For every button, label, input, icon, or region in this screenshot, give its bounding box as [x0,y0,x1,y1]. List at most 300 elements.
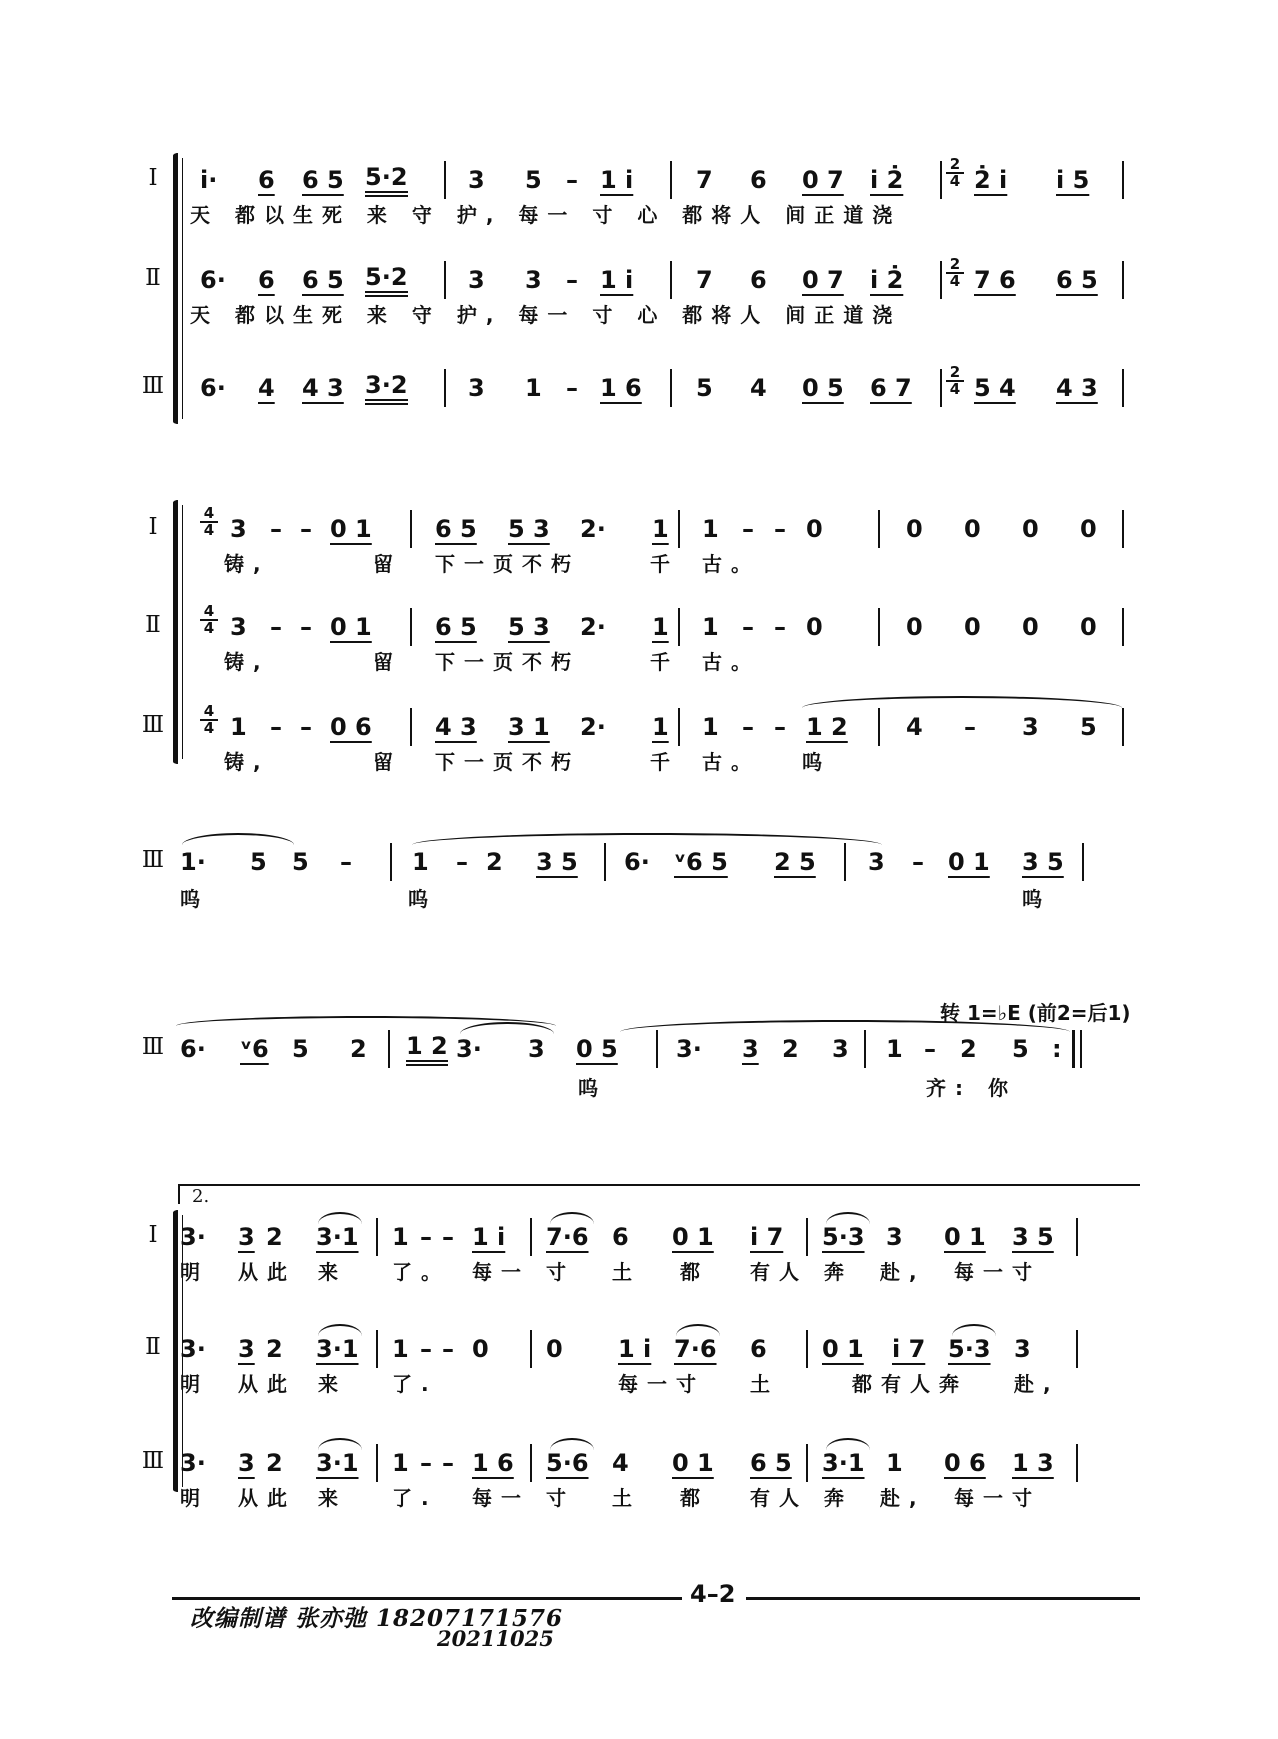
note: 4 [750,374,767,402]
note: 1 3 [1012,1449,1054,1477]
lyric: 从此 [238,1486,296,1510]
time-signature-4-4: 4 4 [200,604,218,636]
note: 2̇ i [974,166,1008,194]
note: 5 3 [508,515,550,543]
note: 3 [230,515,247,543]
note: 3·1 [316,1449,359,1477]
note: – [566,166,578,194]
note: 3 5 [1022,848,1064,876]
lyric: 留 [373,750,402,774]
note: 1 [652,713,669,741]
note: 3 [1022,713,1039,741]
note: 3 [230,613,247,641]
note: 5 [696,374,713,402]
system-5 [140,1208,1150,1508]
note: 6 5 [1056,266,1098,294]
lyric: 土 [750,1372,779,1396]
part-label-1: Ⅰ [148,514,158,540]
lyric: 千 [650,552,679,576]
barline [1122,261,1124,299]
barline [530,1330,532,1368]
note: 0 [1022,613,1039,641]
note: i 5 [1056,166,1090,194]
note: 1 [392,1223,409,1251]
time-signature-4-4: 4 4 [200,506,218,538]
lyric: 千 [650,750,679,774]
lyric: 每一寸 [954,1486,1041,1510]
note: 0 [472,1335,489,1363]
barline [444,161,446,199]
note: i 7 [750,1223,784,1251]
lyric: 了。 [392,1260,450,1284]
lyrics-part-1 [190,201,1150,229]
note: – [774,713,786,741]
staff-part-2 [190,255,1150,297]
note: – [742,515,754,543]
note: 5 [292,848,309,876]
barline [670,369,672,407]
note: 6 [258,266,275,294]
lyrics-part-3 [180,1074,1150,1102]
note: 2 [782,1035,799,1063]
lyric: 从此 [238,1372,296,1396]
note: 1 [525,374,542,402]
volta-bracket [178,1184,1140,1186]
note: i· [200,166,218,194]
note: 3 [238,1223,255,1251]
note: 0 1 [944,1223,986,1251]
note: 6 5 [435,515,477,543]
note: 4 3 [435,713,477,741]
note: i 7 [892,1335,926,1363]
note: – [924,1035,936,1063]
note: 0 [964,613,981,641]
lyric: 下一页不朽 [435,552,580,576]
lyric: 铸, [224,552,270,576]
barline [878,510,880,548]
note: 6 [750,1335,767,1363]
lyric: 土 [612,1486,641,1510]
note: – [420,1449,432,1477]
note: – [912,848,924,876]
lyric: 明 [180,1486,209,1510]
note: 6 [612,1223,629,1251]
barline [864,1030,866,1068]
note: 0 [1022,515,1039,543]
slur [802,696,1122,708]
note: – [442,1223,454,1251]
lyric: 铸, [224,650,270,674]
note: 6 5 [302,166,344,194]
note: 0 5 [576,1035,618,1063]
lyric: 来 [318,1486,347,1510]
lyrics-part-2 [190,301,1150,329]
lyric: 每一寸 [618,1372,705,1396]
note: 7 6 [974,266,1016,294]
barline [1076,1444,1078,1482]
final-barline [1072,1030,1075,1068]
barline [656,1030,658,1068]
note: – [442,1335,454,1363]
note: 0 5 [802,374,844,402]
lyric: 赴, [1014,1372,1060,1396]
footer-rule-right [746,1597,1140,1600]
note: – [964,713,976,741]
note: 6 5 [750,1449,792,1477]
note: – [300,713,312,741]
lyric: 呜 [180,887,209,911]
system-bracket [173,500,178,764]
note: 2 [266,1223,283,1251]
note: 3 [525,266,542,294]
time-signature-2-4: 2 4 [946,257,964,289]
note: 1 [392,1449,409,1477]
barline [376,1444,378,1482]
note: 2 [486,848,503,876]
note: 5 [292,1035,309,1063]
page-number: 4–2 [690,1580,736,1608]
barline [410,608,412,646]
note: 0 [806,613,823,641]
note: 2· [580,713,606,741]
lyric: 来 [318,1372,347,1396]
barline [670,161,672,199]
barline [388,1030,390,1068]
lyrics-part-3 [180,1484,1150,1512]
note: 1 6 [472,1449,514,1477]
note: – [300,515,312,543]
part-label-3: Ⅲ [141,847,165,873]
lyric: 有人 [750,1486,808,1510]
note: 3· [180,1223,206,1251]
lyric: 都 [680,1260,709,1284]
lyrics-part-2 [190,648,1150,676]
part-label-3: Ⅲ [141,1448,165,1474]
note: ᵛ6 [240,1035,269,1063]
note: 1 [702,613,719,641]
note: 2 [266,1335,283,1363]
note: 5·3 [822,1223,865,1251]
note: 3 [528,1035,545,1063]
note: 0 1 [330,515,372,543]
lyrics-part-3 [180,885,1150,913]
note: 6 5 [302,266,344,294]
note: 4 3 [302,374,344,402]
note: 6· [624,848,650,876]
lyric: 呜 [1022,887,1051,911]
note: 1 [392,1335,409,1363]
note: – [300,613,312,641]
lyric: 寸 [546,1486,575,1510]
note: 3· [180,1449,206,1477]
note: 3 [832,1035,849,1063]
note: 2· [580,515,606,543]
note: 6 5 [435,613,477,641]
lyric: 齐: 你 [926,1076,1017,1100]
staff-part-3 [180,1446,1150,1480]
note: 0 1 [330,613,372,641]
note: 3· [676,1035,702,1063]
note: 3 5 [536,848,578,876]
staff-part-3 [180,845,1150,879]
repeat-sign: : [1052,1035,1062,1063]
arrangement-date: 20211025 [437,1626,554,1651]
note: 1 i [618,1335,652,1363]
barline [444,369,446,407]
note: – [340,848,352,876]
note: 1 [230,713,247,741]
lyric: 下一页不朽 [435,650,580,674]
barline [1122,708,1124,746]
note: 3 [1014,1335,1031,1363]
lyrics-part-3 [190,748,1150,776]
lyric-line: 天 都以生死 来 守 护, 每一 寸 心 都将人 间正道浇 [190,303,902,327]
note: 6· [200,266,226,294]
lyric: 奔 [824,1260,853,1284]
note: 2 5 [774,848,816,876]
note: 3 [468,166,485,194]
lyric: 呜 [578,1076,607,1100]
system-1 [140,145,1150,425]
note: 2 [960,1035,977,1063]
note: 3 [868,848,885,876]
note: 7·6 [674,1335,717,1363]
lyric: 古。 [702,650,760,674]
barline [410,510,412,548]
note: 3 [238,1335,255,1363]
lyric: 每一 [472,1486,530,1510]
barline [878,608,880,646]
part-label-1: Ⅰ [148,1222,158,1248]
note: 4 [906,713,923,741]
barline [670,261,672,299]
note: 3 5 [1012,1223,1054,1251]
barline [604,843,606,881]
note: 3 [742,1035,759,1063]
part-label-2: Ⅱ [145,612,161,638]
note: 3 [468,266,485,294]
note: 5 4 [974,374,1016,402]
lyric: 呜 [408,887,437,911]
note: – [566,266,578,294]
note: 3 [238,1449,255,1477]
time-signature-4-4: 4 4 [200,704,218,736]
key-change-annotation: 转 1=♭E (前2=后1) [940,1001,1131,1025]
lyrics-part-2 [180,1370,1150,1398]
system-3 [140,845,1150,925]
lyric-line: 天 都以生死 来 守 护, 每一 寸 心 都将人 间正道浇 [190,203,902,227]
note: 3· [456,1035,482,1063]
note: ᵛ6 5 [674,848,728,876]
note: 5·2 [365,163,408,197]
note: 3·1 [316,1335,359,1363]
barline [940,369,942,407]
arranger-credit: 改编制谱 张亦弛 18207171576 [190,1605,564,1632]
note: 3·1 [822,1449,865,1477]
barline [1076,1330,1078,1368]
part-label-3: Ⅲ [141,373,165,399]
barline [806,1444,808,1482]
lyric: 呜 [802,750,831,774]
note: 0 6 [330,713,372,741]
slur [182,833,294,845]
lyric: 都 [680,1486,709,1510]
barline [530,1218,532,1256]
barline [878,708,880,746]
note: 5 [1080,713,1097,741]
note: 4 [258,374,275,402]
note: 6· [200,374,226,402]
note: 7·6 [546,1223,589,1251]
barline [1082,843,1084,881]
lyric: 奔 [824,1486,853,1510]
note: 3 [886,1223,903,1251]
note: 1 [702,713,719,741]
note: 5 [1012,1035,1029,1063]
note: – [742,713,754,741]
part-label-2: Ⅱ [145,1334,161,1360]
barline [390,843,392,881]
note: – [566,374,578,402]
staff-part-1 [190,504,1150,546]
note: 0 [1080,613,1097,641]
note: 5 [250,848,267,876]
note: 0 [806,515,823,543]
note: 5·3 [948,1335,991,1363]
note: 6 7 [870,374,912,402]
lyric: 从此 [238,1260,296,1284]
lyric: 古。 [702,750,760,774]
lyrics-part-1 [190,550,1150,578]
lyric: 千 [650,650,679,674]
note: 1 i [600,266,634,294]
note: 2 [350,1035,367,1063]
barline [1122,369,1124,407]
lyric: 了. [392,1486,438,1510]
note: 1 i [600,166,634,194]
note: 6· [180,1035,206,1063]
lyric: 古。 [702,552,760,576]
note: 0 [906,613,923,641]
note: 4 3 [1056,374,1098,402]
note: 1 i [472,1223,506,1251]
staff-part-2 [180,1332,1150,1366]
note: 1 2 [406,1032,448,1066]
note: 5 [525,166,542,194]
note: – [442,1449,454,1477]
system-bracket [173,153,178,424]
staff-part-1 [190,155,1150,197]
part-label-3: Ⅲ [141,1034,165,1060]
note: 0 [964,515,981,543]
note: 4 [612,1449,629,1477]
system-4 [140,1032,1150,1112]
note: 2 [266,1449,283,1477]
barline [1076,1218,1078,1256]
note: 1 [702,515,719,543]
lyric: 留 [373,650,402,674]
note: – [774,613,786,641]
lyric: 明 [180,1260,209,1284]
note: 1 [886,1035,903,1063]
staff-part-3 [180,1032,1150,1066]
staff-part-1 [180,1220,1150,1254]
staff-part-3 [190,363,1150,405]
lyric: 下一页不朽 [435,750,580,774]
note: i 2̇ [870,166,904,194]
barline [940,161,942,199]
note: 6 [258,166,275,194]
barline [678,608,680,646]
barline [678,708,680,746]
note: – [270,613,282,641]
slur [412,833,882,845]
note: 3 1 [508,713,550,741]
lyric: 寸 [546,1260,575,1284]
note: 5·6 [546,1449,589,1477]
note: – [420,1335,432,1363]
lyrics-part-1 [180,1258,1150,1286]
part-label-3: Ⅲ [141,712,165,738]
barline [1080,1030,1082,1068]
system-bracket [173,1210,178,1492]
volta-number: 2. [192,1186,210,1207]
part-label-2: Ⅱ [145,265,161,291]
note: 3 [468,374,485,402]
note: 1 [652,613,669,641]
note: 6 [750,266,767,294]
note: 0 1 [672,1449,714,1477]
note: 0 [546,1335,563,1363]
barline [1122,161,1124,199]
time-signature-2-4: 2 4 [946,157,964,189]
staff-part-2 [190,602,1150,644]
note: 1 6 [600,374,642,402]
note: 2· [580,613,606,641]
volta-bracket-tick [178,1184,180,1204]
lyric: 有人 [750,1260,808,1284]
barline [530,1444,532,1482]
note: 6 [750,166,767,194]
note: 0 1 [948,848,990,876]
lyric: 都有人奔 [852,1372,968,1396]
barline [410,708,412,746]
lyric: 每一寸 [954,1260,1041,1284]
note: 1 [886,1449,903,1477]
note: 1 [412,848,429,876]
note: 0 7 [802,266,844,294]
note: – [270,515,282,543]
note: 5·2 [365,263,408,297]
note: 0 1 [822,1335,864,1363]
note: 7 [696,166,713,194]
note: 3· [180,1335,206,1363]
barline [844,843,846,881]
note: – [774,515,786,543]
barline [444,261,446,299]
note: i 2̇ [870,266,904,294]
note: 1 [652,515,669,543]
lyric: 赴, [880,1486,926,1510]
barline [678,510,680,548]
lyric: 土 [612,1260,641,1284]
system-2 [140,500,1150,774]
lyric: 铸, [224,750,270,774]
note: – [742,613,754,641]
note: 3·2 [365,371,408,405]
lyric: 每一 [472,1260,530,1284]
barline [1122,608,1124,646]
